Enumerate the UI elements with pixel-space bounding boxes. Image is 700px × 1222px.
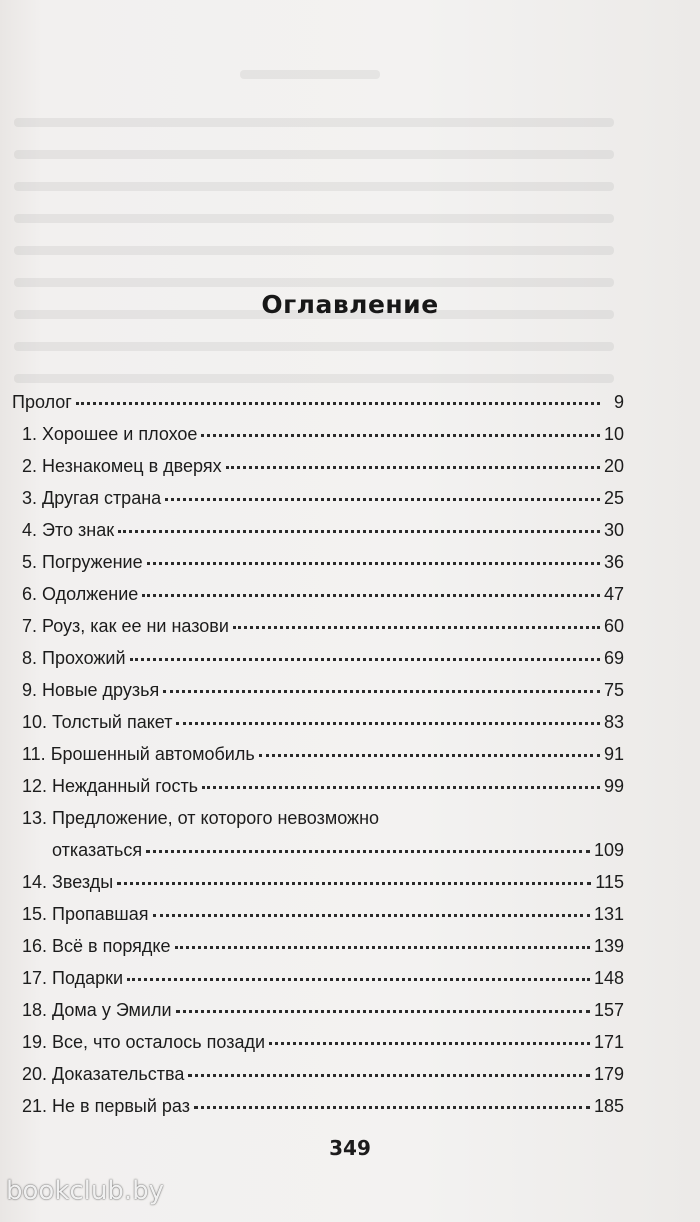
page-title: Оглавление <box>261 290 439 319</box>
dot-leader <box>175 944 590 949</box>
toc-entry-page: 60 <box>603 616 624 636</box>
toc-entry <box>12 642 624 674</box>
toc-entry-label: 17. Подарки <box>22 968 124 988</box>
toc-entry-label: 18. Дома у Эмили <box>22 1000 172 1020</box>
toc-entry-page: 30 <box>603 520 624 540</box>
toc-entry <box>12 578 624 610</box>
dot-leader <box>176 1008 590 1013</box>
toc-entry-label: 4. Это знак <box>22 520 115 540</box>
toc-entry-page: 69 <box>603 648 624 668</box>
toc-entry <box>12 738 624 770</box>
toc-entry-label: Пролог <box>12 392 72 412</box>
toc-entry <box>12 546 624 578</box>
page-number: 349 <box>329 1136 371 1160</box>
toc-entry <box>12 962 624 994</box>
toc-entry-label-line2: отказаться <box>52 840 143 860</box>
dot-leader <box>194 1104 590 1109</box>
toc-entry <box>12 866 624 898</box>
dot-leader <box>142 592 600 597</box>
toc-entry-label: 20. Доказательства <box>22 1064 185 1084</box>
toc-entry-label: 2. Незнакомец в дверях <box>22 456 222 476</box>
toc-entry-label: 16. Всё в порядке <box>22 936 171 956</box>
toc-entry-page: 179 <box>593 1064 624 1084</box>
dot-leader <box>269 1040 590 1045</box>
dot-leader <box>146 848 590 853</box>
toc-entry-page: 75 <box>603 680 624 700</box>
toc-entry-label: 10. Толстый пакет <box>22 712 173 732</box>
dot-leader <box>117 880 591 885</box>
toc-entry-label: 9. Новые друзья <box>22 680 160 700</box>
watermark-logo: bookclub.by <box>6 1176 165 1206</box>
dot-leader <box>153 912 590 917</box>
dot-leader <box>233 624 600 629</box>
dot-leader <box>188 1072 590 1077</box>
toc-entry-page: 36 <box>603 552 624 572</box>
dot-leader <box>202 784 600 789</box>
toc-entry <box>12 1026 624 1058</box>
toc-entry-prologue <box>12 386 624 418</box>
toc-entry-page: 99 <box>603 776 624 796</box>
toc-entry <box>12 514 624 546</box>
dot-leader <box>176 720 600 725</box>
toc-entry-label: 5. Погружение <box>22 552 143 572</box>
dot-leader <box>163 688 600 693</box>
dot-leader <box>118 528 600 533</box>
toc-entry <box>12 994 624 1026</box>
toc-entry <box>12 674 624 706</box>
toc-entry <box>12 418 624 450</box>
toc-entry-label: 8. Прохожий <box>22 648 126 668</box>
toc-entry-page: 47 <box>603 584 624 604</box>
toc-entry <box>12 1058 624 1090</box>
toc-entry <box>12 770 624 802</box>
toc-entry-label: 21. Не в первый раз <box>22 1096 190 1116</box>
dot-leader <box>127 976 590 981</box>
toc-entry-page: 109 <box>593 840 624 860</box>
toc-entry <box>12 610 624 642</box>
toc-entry-label: 7. Роуз, как ее ни назови <box>22 616 229 636</box>
toc-entry-page: 20 <box>603 456 624 476</box>
toc-entry-page: 185 <box>593 1096 624 1116</box>
toc-entry-page: 83 <box>603 712 624 732</box>
toc-entry-label: 14. Звезды <box>22 872 114 892</box>
toc-entry-label-line1: 13. Предложение, от которого невозможно <box>22 808 380 828</box>
toc-entry <box>12 898 624 930</box>
dot-leader <box>130 656 600 661</box>
toc-entry <box>12 1090 624 1122</box>
toc-entry-page: 131 <box>593 904 624 924</box>
toc-entry-label: 15. Пропавшая <box>22 904 149 924</box>
dot-leader <box>226 464 600 469</box>
toc-entry-label: 1. Хорошее и плохое <box>22 424 198 444</box>
toc-entry <box>12 834 624 866</box>
dot-leader <box>165 496 600 501</box>
toc-entry <box>12 482 624 514</box>
toc-entry-page: 91 <box>603 744 624 764</box>
toc-entry-page: 10 <box>603 424 624 444</box>
dot-leader <box>76 400 600 405</box>
toc-entry <box>12 930 624 962</box>
toc-entry-page: 139 <box>593 936 624 956</box>
toc-entry <box>12 450 624 482</box>
toc-entry-page: 115 <box>595 872 624 892</box>
toc-entry <box>12 706 624 738</box>
dot-leader <box>201 432 600 437</box>
toc-entry-page: 157 <box>593 1000 624 1020</box>
dot-leader <box>147 560 600 565</box>
toc-entry-page: 9 <box>613 392 624 412</box>
toc-entry-label: 6. Одолжение <box>22 584 139 604</box>
toc-entry-label: 3. Другая страна <box>22 488 162 508</box>
table-of-contents <box>12 386 624 1122</box>
toc-entry-label: 11. Брошенный автомобиль <box>22 744 255 764</box>
toc-entry-page: 148 <box>593 968 624 988</box>
toc-entry-page: 171 <box>593 1032 624 1052</box>
toc-entry-page: 25 <box>603 488 624 508</box>
toc-entry-label: 12. Нежданный гость <box>22 776 199 796</box>
toc-entry-label: 19. Все, что осталось позади <box>22 1032 266 1052</box>
dot-leader <box>259 752 600 757</box>
